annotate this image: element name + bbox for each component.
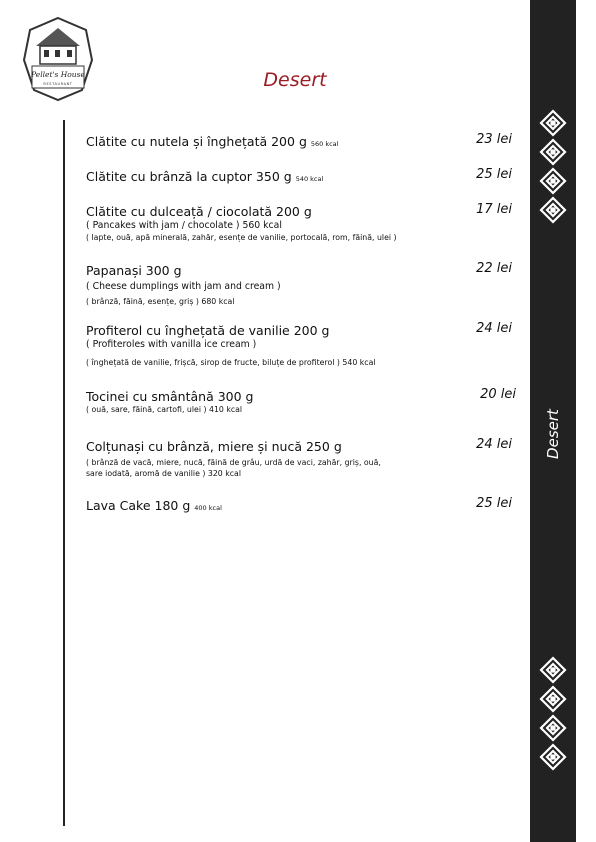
item-name: Clătite cu nutela și înghețată 200 g: [86, 134, 307, 149]
item-price: 25 lei: [476, 496, 512, 511]
menu-item: [86, 260, 516, 307]
item-kcal: 560 kcal: [310, 140, 339, 148]
menu-item: [86, 131, 516, 149]
svg-text:Pellet's House: Pellet's House: [31, 70, 85, 79]
menu-item: [86, 436, 516, 479]
menu-item: [86, 320, 516, 368]
item-name: Clătite cu dulceață / ciocolată 200 g: [86, 204, 312, 219]
item-name: Tocinei cu smântână 300 g: [86, 389, 254, 404]
item-name: Colțunași cu brânză, miere și nucă 250 g: [86, 439, 342, 454]
item-name: Papanași 300 g: [86, 263, 182, 278]
item-english: ( Profiteroles with vanilla ice cream ): [86, 339, 257, 350]
menu-item: [86, 386, 516, 415]
item-price: 23 lei: [476, 132, 512, 147]
item-name: Lava Cake 180 g: [86, 498, 191, 513]
item-english: ( Pancakes with jam / chocolate ) 560 kcal: [86, 220, 282, 231]
item-ingredients: ( brânză, făină, esențe, griș ) 680 kcal: [86, 297, 235, 306]
item-price: 17 lei: [476, 202, 512, 217]
menu-item: [86, 201, 516, 243]
item-name: Clătite cu brânză la cuptor 350 g: [86, 169, 292, 184]
item-kcal: 400 kcal: [194, 504, 222, 512]
item-price: 24 lei: [476, 321, 512, 336]
item-ingredients: ( înghețată de vanilie, frișcă, sirop de fructe, biluțe de profiterol ) 540 kcal: [86, 358, 376, 367]
item-name: Profiterol cu înghețată de vanilie 200 g: [86, 323, 330, 338]
item-ingredients: sare iodată, aromă de vanilie ) 320 kcal: [86, 469, 241, 478]
item-price: 24 lei: [476, 437, 512, 452]
vertical-divider: [63, 120, 65, 826]
item-ingredients: ( ouă, sare, făină, cartofi, ulei ) 410 kcal: [86, 405, 243, 414]
item-kcal: 540 kcal: [295, 175, 324, 183]
folk-ornament-icon: [537, 108, 569, 224]
side-label: Desert: [544, 409, 562, 459]
item-ingredients: ( lapte, ouă, apă minerală, zahăr, esențe de vanilie, portocală, rom, făină, ulei ): [86, 233, 397, 242]
menu-item: [86, 495, 516, 513]
svg-text:RESTAURANT: RESTAURANT: [43, 82, 73, 86]
item-price: 20 lei: [480, 387, 516, 402]
page-title: Desert: [263, 69, 327, 91]
item-price: 25 lei: [476, 167, 512, 182]
folk-ornament-icon: [537, 655, 569, 771]
item-ingredients: ( brânză de vacă, miere, nucă, făină de grâu, urdă de vaci, zahăr, griș, ouă,: [86, 458, 381, 467]
item-price: 22 lei: [476, 261, 512, 276]
item-english: ( Cheese dumplings with jam and cream ): [86, 281, 281, 292]
menu-item: [86, 166, 516, 184]
